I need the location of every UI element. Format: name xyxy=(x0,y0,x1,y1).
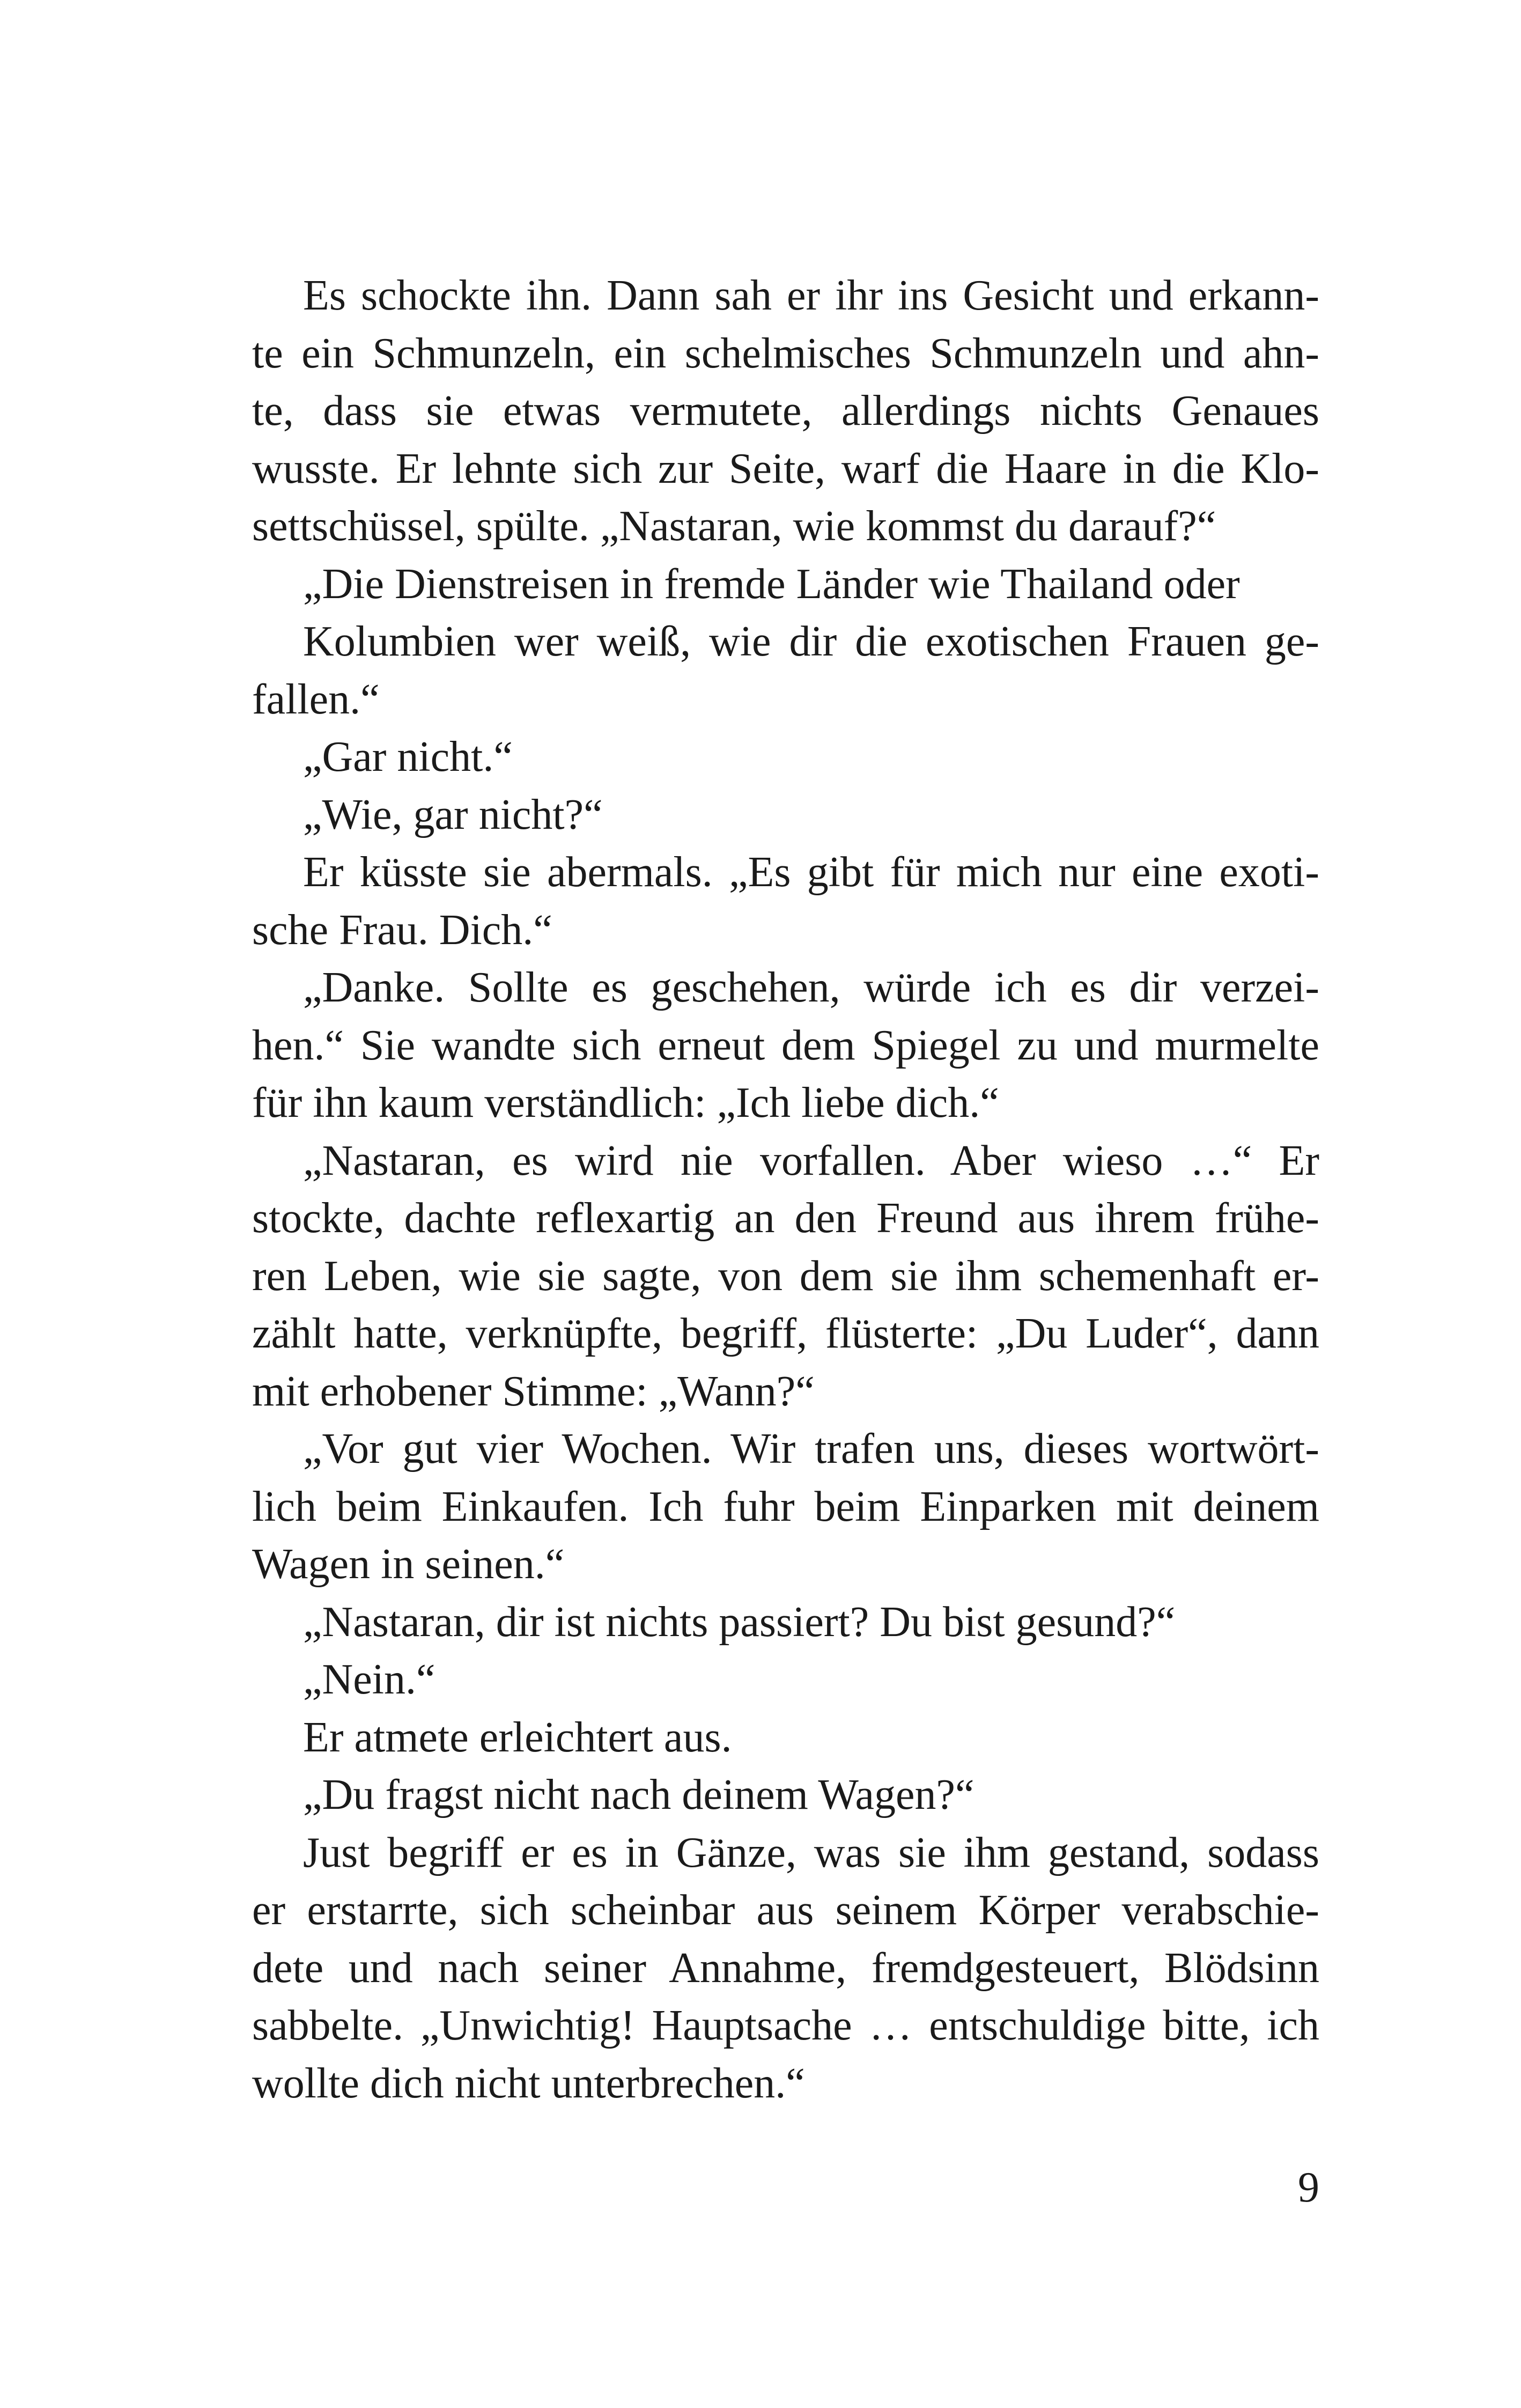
text-line: für ihn kaum verständlich: „Ich liebe dich.“ xyxy=(252,1079,999,1126)
text-line: „Nastaran, es wird nie vorfallen. Aber wieso …“ Er xyxy=(303,1137,1319,1184)
text-line: er erstarrte, sich scheinbar aus seinem Körper verabschie- xyxy=(252,1887,1319,1934)
text-line: wollte dich nicht unterbrechen.“ xyxy=(252,2059,805,2107)
text-line: Just begriff er es in Gänze, was sie ihm gestand, sodass xyxy=(303,1829,1319,1876)
text-line: dete und nach seiner Annahme, fremdgesteuert, Blödsinn xyxy=(252,1944,1319,1992)
text-line: te, dass sie etwas vermutete, allerdings nichts Genaues xyxy=(252,387,1319,435)
body-text xyxy=(252,267,1319,2112)
text-line: fallen.“ xyxy=(252,675,380,723)
text-line: „Gar nicht.“ xyxy=(303,733,513,780)
text-line: zählt hatte, verknüpfte, begriff, flüsterte: „Du Luder“, dann xyxy=(252,1310,1319,1357)
text-line: „Die Dienstreisen in fremde Länder wie Thailand oder xyxy=(303,560,1240,608)
text-line: wusste. Er lehnte sich zur Seite, warf die Haare in die Klo- xyxy=(252,445,1319,492)
page-number: 9 xyxy=(1298,2164,1319,2211)
text-line: ren Leben, wie sie sagte, von dem sie ihm schemenhaft er- xyxy=(252,1252,1319,1300)
text-line: „Du fragst nicht nach deinem Wagen?“ xyxy=(303,1771,974,1818)
text-line: lich beim Einkaufen. Ich fuhr beim Einparken mit deinem xyxy=(252,1483,1319,1530)
text-line: hen.“ Sie wandte sich erneut dem Spiegel zu und murmelte xyxy=(252,1021,1319,1069)
text-line: sabbelte. „Unwichtig! Hauptsache … entschuldige bitte, ich xyxy=(252,2002,1319,2049)
text-line: Kolumbien wer weiß, wie dir die exotischen Frauen ge- xyxy=(303,618,1319,665)
text-line: Er atmete erleichtert aus. xyxy=(303,1713,732,1761)
text-line: „Nastaran, dir ist nichts passiert? Du bist gesund?“ xyxy=(303,1598,1176,1646)
text-line: settschüssel, spülte. „Nastaran, wie kommst du darauf?“ xyxy=(252,503,1216,550)
text-line: Wagen in seinen.“ xyxy=(252,1541,565,1588)
text-line: sche Frau. Dich.“ xyxy=(252,906,552,954)
text-line: mit erhobener Stimme: „Wann?“ xyxy=(252,1367,815,1415)
text-line: „Nein.“ xyxy=(303,1656,435,1703)
text-line: stockte, dachte reflexartig an den Freund aus ihrem frühe- xyxy=(252,1195,1319,1242)
text-line: „Vor gut vier Wochen. Wir trafen uns, dieses wortwört- xyxy=(303,1425,1319,1472)
text-line: „Wie, gar nicht?“ xyxy=(303,791,603,838)
text-line: Es schockte ihn. Dann sah er ihr ins Gesicht und erkann- xyxy=(303,272,1319,319)
text-line: „Danke. Sollte es geschehen, würde ich es dir verzei- xyxy=(303,964,1319,1011)
text-line: Er küsste sie abermals. „Es gibt für mich nur eine exoti- xyxy=(303,849,1319,896)
text-line: te ein Schmunzeln, ein schelmisches Schmunzeln und ahn- xyxy=(252,329,1319,377)
